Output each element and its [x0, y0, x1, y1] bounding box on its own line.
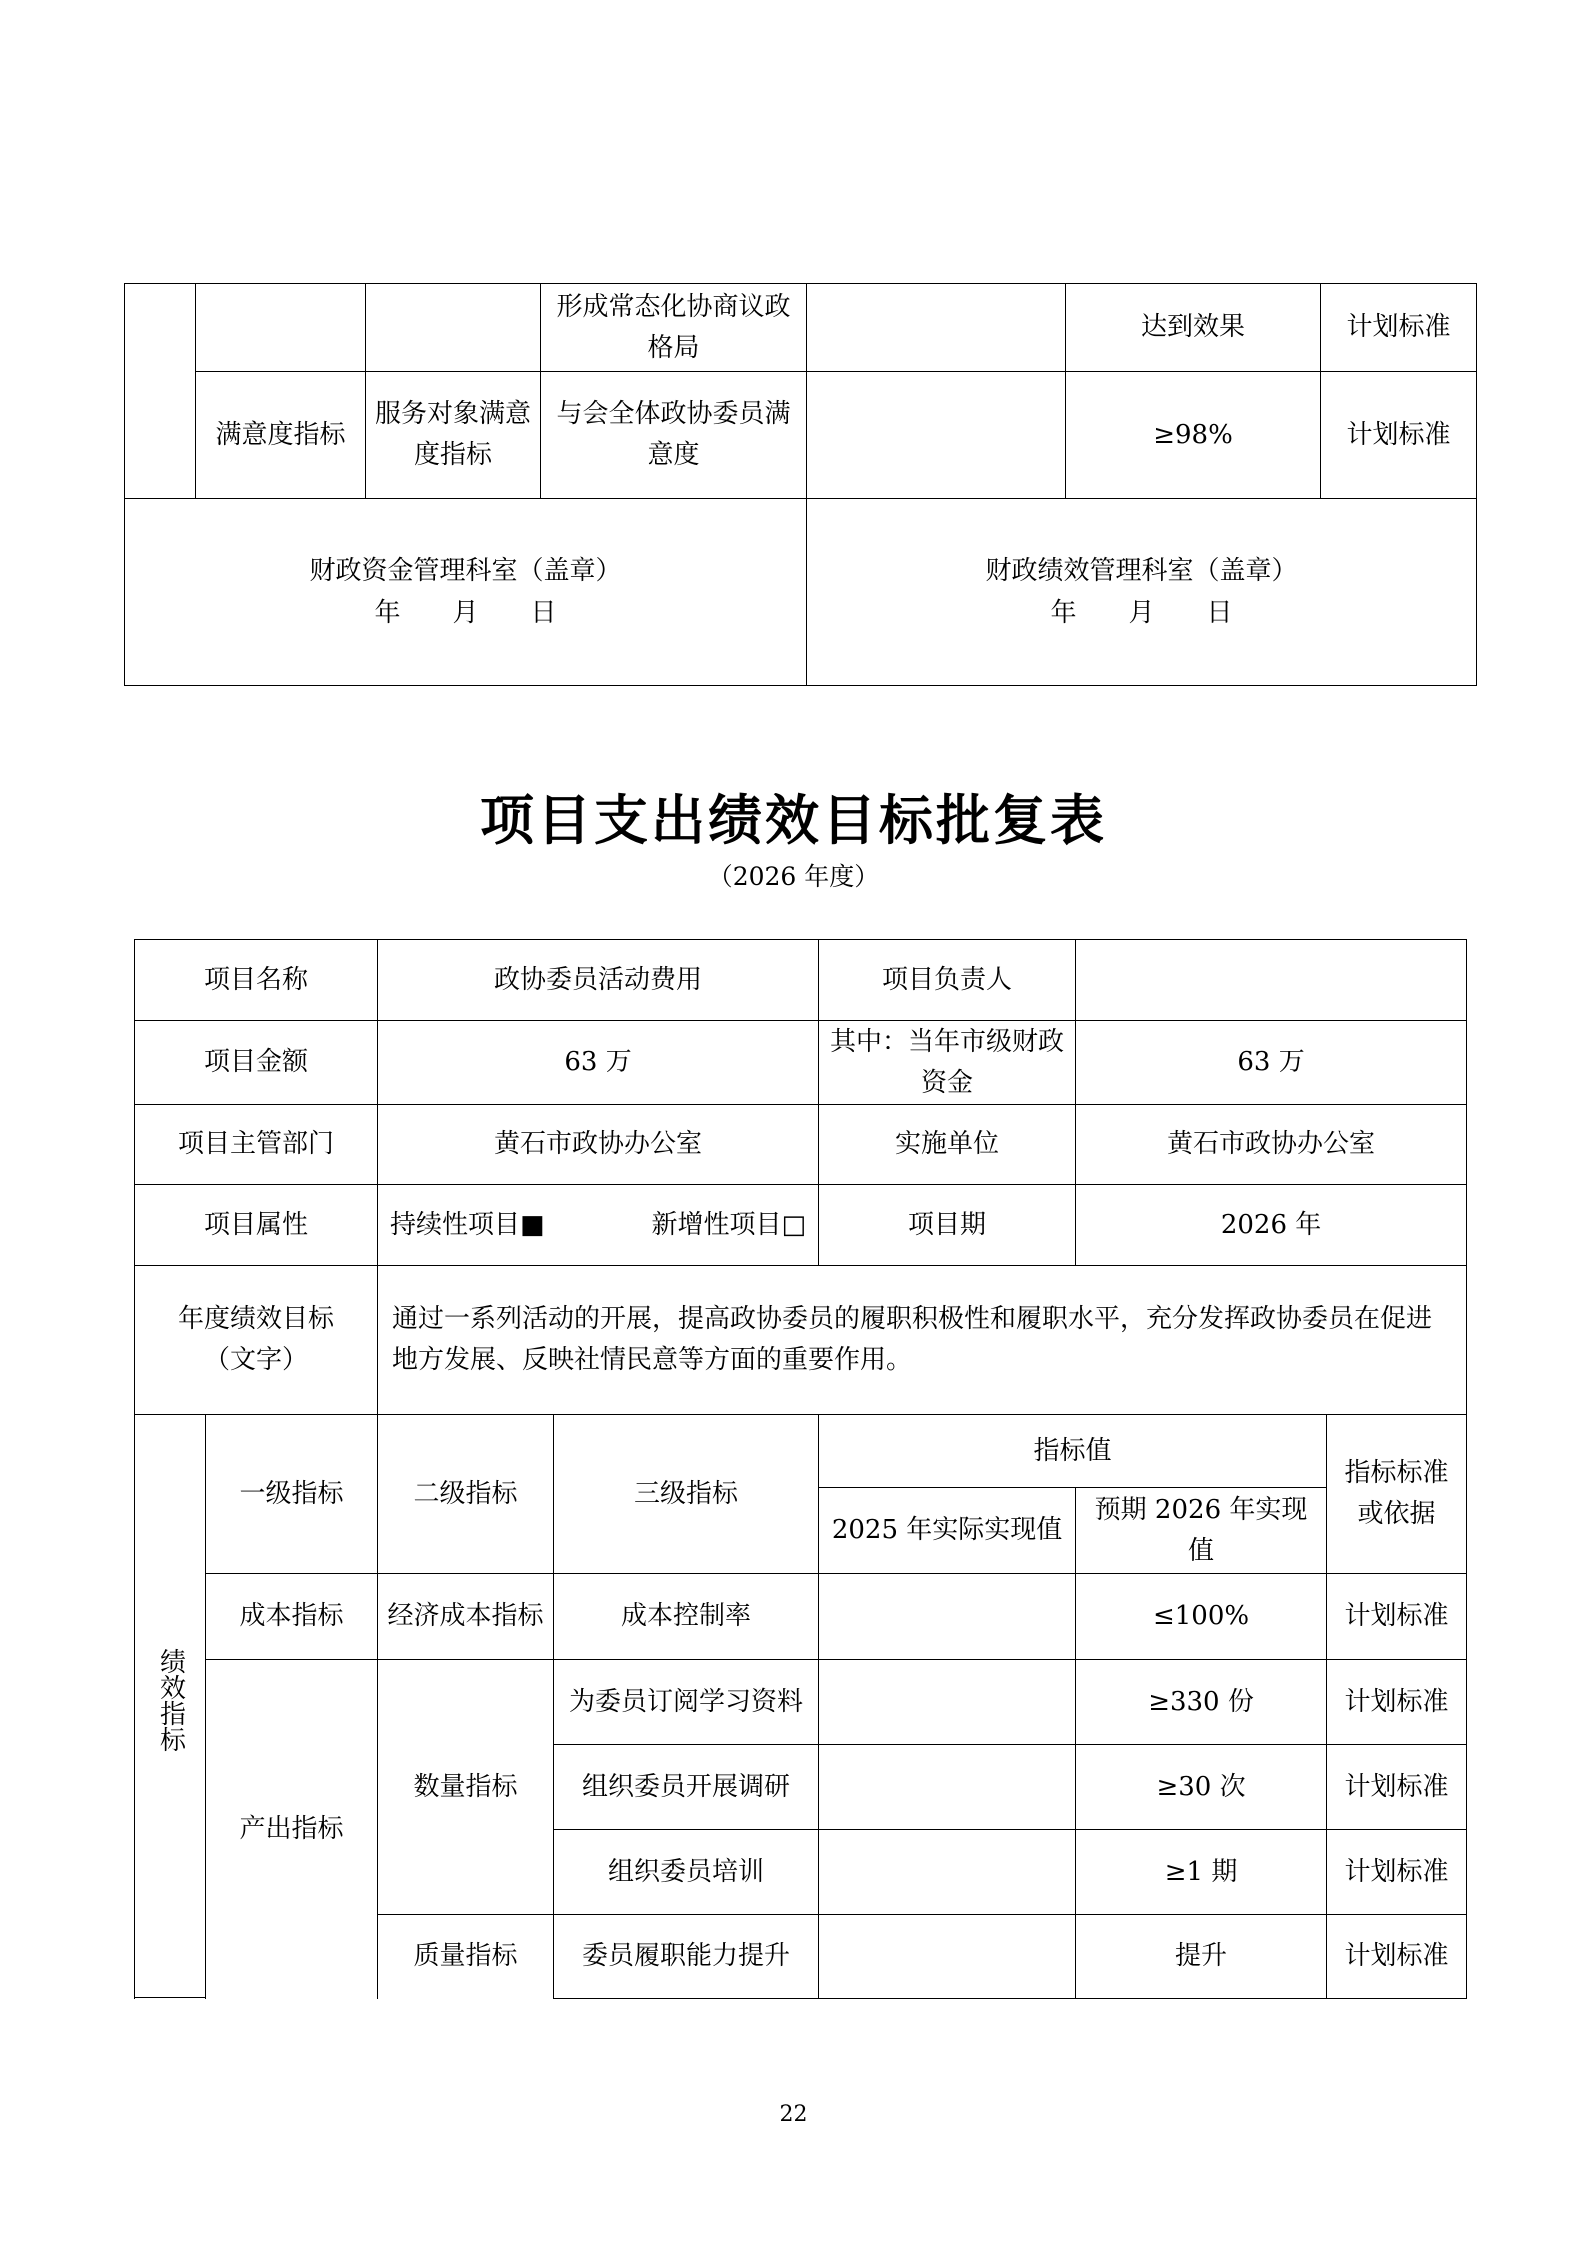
table-cell: 数量指标	[378, 1660, 554, 1915]
signature-cell-fund	[125, 499, 807, 686]
header-cell: 预期 2026 年实现值	[1076, 1488, 1327, 1574]
value-cell	[1076, 940, 1467, 1021]
label-cell: 项目金额	[135, 1021, 378, 1105]
table-cell: 成本控制率	[554, 1574, 819, 1660]
table-row	[135, 1105, 1467, 1185]
table-cell: 计划标准	[1327, 1915, 1467, 1999]
table-row	[135, 1185, 1467, 1266]
section-label: 绩效指标	[155, 1648, 186, 1753]
annual-goal-text: 通过一系列活动的开展，提高政协委员的履职积极性和履职水平，充分发挥政协委员在促进地方发展、反映社情民意等方面的重要作用。	[378, 1266, 1467, 1415]
table-row	[125, 499, 1477, 686]
table-row	[135, 1660, 1467, 1745]
table-bottom-border	[134, 1997, 206, 1998]
table-row	[135, 1021, 1467, 1105]
table-cell: ≥330 份	[1076, 1660, 1327, 1745]
header-cell: 指标值	[819, 1415, 1327, 1488]
table-row	[135, 940, 1467, 1021]
table-cell: 组织委员培训	[554, 1830, 819, 1915]
table-cell: 与会全体政协委员满意度	[541, 372, 807, 499]
header-cell: 2025 年实际实现值	[819, 1488, 1076, 1574]
table-cell: 满意度指标	[196, 372, 366, 499]
table-cell	[819, 1574, 1076, 1660]
table-cell: 提升	[1076, 1915, 1327, 1999]
signature-date: 年 月 日	[1050, 598, 1233, 628]
label-cell: 项目期	[819, 1185, 1076, 1266]
label-cell: 项目名称	[135, 940, 378, 1021]
table-cell: ≥1 期	[1076, 1830, 1327, 1915]
signature-label: 财政绩效管理科室（盖章）	[985, 556, 1298, 586]
label-cell: 项目主管部门	[135, 1105, 378, 1185]
attr-continuing-checkbox: 持续性项目■	[390, 1209, 545, 1240]
table-row	[135, 1574, 1467, 1660]
label-cell: 其中：当年市级财政资金	[819, 1021, 1076, 1105]
table-cell: 委员履职能力提升	[554, 1915, 819, 1999]
table-cell: 计划标准	[1321, 284, 1477, 372]
attr-new-checkbox: 新增性项目□	[651, 1209, 807, 1240]
table-cell	[819, 1745, 1076, 1830]
header-cell: 一级指标	[206, 1415, 378, 1574]
table-cell: ≥30 次	[1076, 1745, 1327, 1830]
table-cell: 经济成本指标	[378, 1574, 554, 1660]
table-cell: 组织委员开展调研	[554, 1745, 819, 1830]
table-cell: 为委员订阅学习资料	[554, 1660, 819, 1745]
label-cell: 年度绩效目标（文字）	[135, 1266, 378, 1415]
table-cell	[366, 284, 541, 372]
header-cell: 指标标准或依据	[1327, 1415, 1467, 1574]
page-title: 项目支出绩效目标批复表	[480, 789, 1107, 852]
section-label-cell	[135, 1415, 206, 1999]
table-cell: 计划标准	[1321, 372, 1477, 499]
value-cell: 63 万	[1076, 1021, 1467, 1105]
previous-table-continuation	[124, 283, 1477, 686]
performance-target-table	[134, 939, 1467, 1999]
table-cell: 成本指标	[206, 1574, 378, 1660]
table-cell	[125, 284, 196, 499]
header-cell: 三级指标	[554, 1415, 819, 1574]
table-cell: ≥98%	[1066, 372, 1321, 499]
table-cell: 计划标准	[1327, 1745, 1467, 1830]
table-cell	[819, 1915, 1076, 1999]
label-cell: 实施单位	[819, 1105, 1076, 1185]
signature-date: 年 月 日	[374, 598, 557, 628]
table-cell: 服务对象满意度指标	[366, 372, 541, 499]
value-cell: 63 万	[378, 1021, 819, 1105]
table-cell: 质量指标	[378, 1915, 554, 1999]
value-cell: 黄石市政协办公室	[378, 1105, 819, 1185]
page-subtitle: （2026 年度）	[707, 862, 880, 891]
value-cell: 政协委员活动费用	[378, 940, 819, 1021]
table-cell: 产出指标	[206, 1660, 378, 1999]
signature-cell-performance	[807, 499, 1477, 686]
table-row	[125, 284, 1477, 372]
table-cell	[819, 1660, 1076, 1745]
table-row	[135, 1266, 1467, 1415]
table-cell	[819, 1830, 1076, 1915]
label-cell: 项目负责人	[819, 940, 1076, 1021]
value-cell: 2026 年	[1076, 1185, 1467, 1266]
table-row	[135, 1415, 1467, 1488]
table-row	[125, 372, 1477, 499]
project-attribute-cell	[378, 1185, 819, 1266]
table-cell: 计划标准	[1327, 1830, 1467, 1915]
label-cell: 项目属性	[135, 1185, 378, 1266]
table-cell: ≤100%	[1076, 1574, 1327, 1660]
page-number: 22	[779, 2102, 808, 2127]
table-cell: 计划标准	[1327, 1660, 1467, 1745]
table-cell: 计划标准	[1327, 1574, 1467, 1660]
table-cell: 形成常态化协商议政格局	[541, 284, 807, 372]
signature-label: 财政资金管理科室（盖章）	[309, 556, 622, 586]
value-cell: 黄石市政协办公室	[1076, 1105, 1467, 1185]
table-cell: 达到效果	[1066, 284, 1321, 372]
table-cell	[807, 284, 1066, 372]
header-cell: 二级指标	[378, 1415, 554, 1574]
table-cell	[807, 372, 1066, 499]
table-cell	[196, 284, 366, 372]
